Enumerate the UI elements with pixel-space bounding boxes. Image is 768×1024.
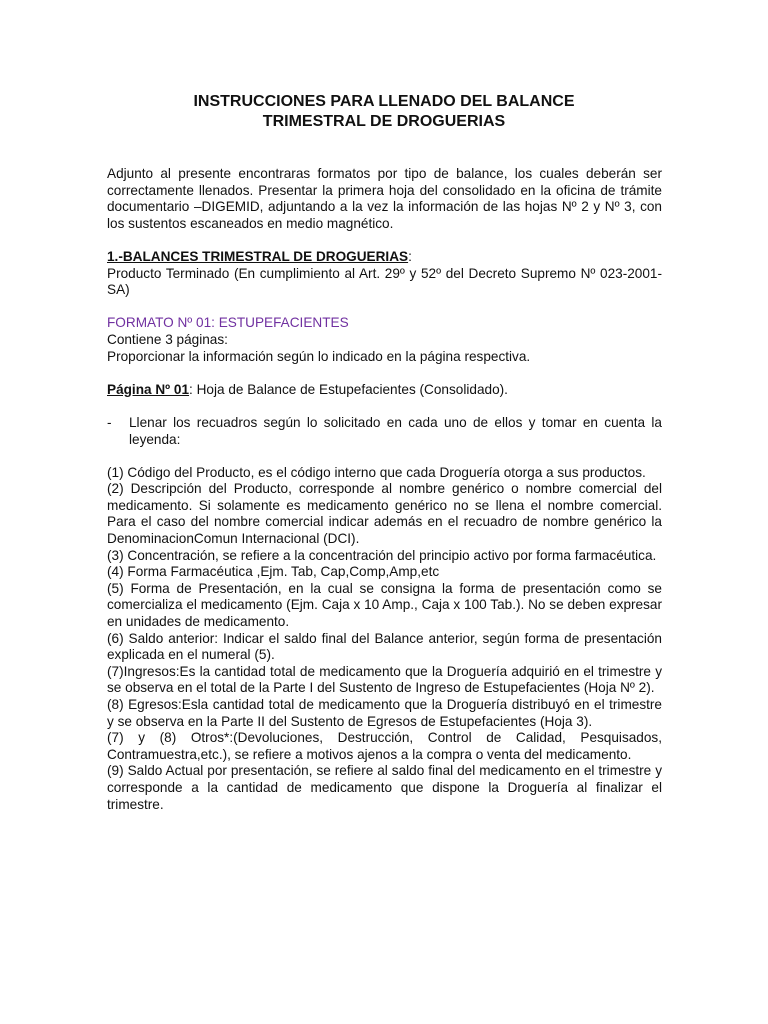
legend-item-5: (5) Forma de Presentación, en la cual se consigna la forma de presentación como se comercializa el medicamento (Ejm. Caja x 10 Amp., Caja x 100 Tab.). No se deben expresar en unidades de medicamento. (107, 580, 662, 630)
spacer (107, 448, 662, 465)
section-1-heading: 1.-BALANCES TRIMESTRAL DE DROGUERIAS (107, 248, 409, 264)
bullet-dash: - (107, 414, 112, 430)
title-line-2: TRIMESTRAL DE DROGUERIAS (262, 113, 506, 130)
instruction-bullet (107, 415, 662, 448)
legend-item-7: (7)Ingresos:Es la cantidad total de medicamento que la Droguería adquirió en el trimestre y se observa en el total de la Parte I del Sustento de Ingreso de Estupefacientes (Hoja Nº 2). (107, 663, 662, 696)
pagina-text: : Hoja de Balance de Estupefacientes (Consolidado). (189, 381, 508, 397)
legend-item-9: (9) Saldo Actual por presentación, se refiere al saldo final del medicamento en el trimestre y corresponde a la cantidad de medicamento que dispone la Droguería al finalizar el trimestre. (107, 763, 662, 812)
spacer (107, 232, 662, 249)
legend-item-6: (6) Saldo anterior: Indicar el saldo final del Balance anterior, según forma de presentación explicada en el numeral (5). (107, 630, 662, 663)
section-1-colon: : (408, 248, 412, 264)
spacer (107, 365, 662, 382)
legend-item-2: (2) Descripción del Producto, corresponde al nombre genérico o nombre comercial del medicamento. Si solamente es medicamento genérico no se llena el nombre comercial. Para el caso del nombre comercial indicar además en el recuadro de nombre genérico la DenominacionComun Internacional (DCI). (107, 481, 662, 547)
bullet-text: Llenar los recuadros según lo solicitado en cada uno de ellos y tomar en cuenta la leyenda: (129, 414, 662, 447)
document-title (0, 92, 768, 132)
section-1-subtext: Producto Terminado (En cumplimiento al Art. 29º y 52º del Decreto Supremo Nº 023-2001-SA) (107, 265, 662, 298)
title-line-1: INSTRUCCIONES PARA LLENADO DEL BALANCE (193, 93, 575, 110)
pagina-label: Página Nº 01 (107, 381, 190, 397)
spacer (107, 299, 662, 316)
legend-list (107, 465, 662, 813)
document-body (107, 166, 662, 813)
legend-item-8: (8) Egresos:Esla cantidad total de medicamento que la Droguería distribuyó en el trimestre y se observa en la Parte II del Sustento de Egresos de Estupefacientes (Hoja 3). (107, 697, 662, 729)
formato-heading: FORMATO Nº 01: ESTUPEFACIENTES (107, 315, 349, 331)
intro-paragraph: Adjunto al presente encontraras formatos por tipo de balance, los cuales deberán ser correctamente llenados. Presentar la primera hoja del consolidado en la oficina de trámite documentario –DIGEMID, adjuntando a la vez la información de las hojas Nº 2 y Nº 3, con los sustentos escaneados en medio magnético. (107, 166, 662, 231)
legend-item-1: (1) Código del Producto, es el código interno que cada Droguería otorga a sus productos. (107, 464, 646, 480)
legend-item-4: (4) Forma Farmacéutica ,Ejm. Tab, Cap,Comp,Amp,etc (107, 564, 440, 580)
pagina-line (107, 382, 662, 399)
legend-item-otros: (7) y (8) Otros*:(Devoluciones, Destrucción, Control de Calidad, Pesquisados, Contramuestra,etc.), se refiere a motivos ajenos a la compra o venta del medicamento. (107, 730, 662, 762)
formato-line-2: Proporcionar la información según lo indicado en la página respectiva. (107, 348, 531, 364)
section-1-heading-line (107, 249, 662, 266)
legend-item-3: (3) Concentración, se refiere a la concentración del principio activo por forma farmacéutica. (107, 547, 657, 563)
spacer (107, 398, 662, 415)
formato-line-1: Contiene 3 páginas: (107, 331, 228, 347)
